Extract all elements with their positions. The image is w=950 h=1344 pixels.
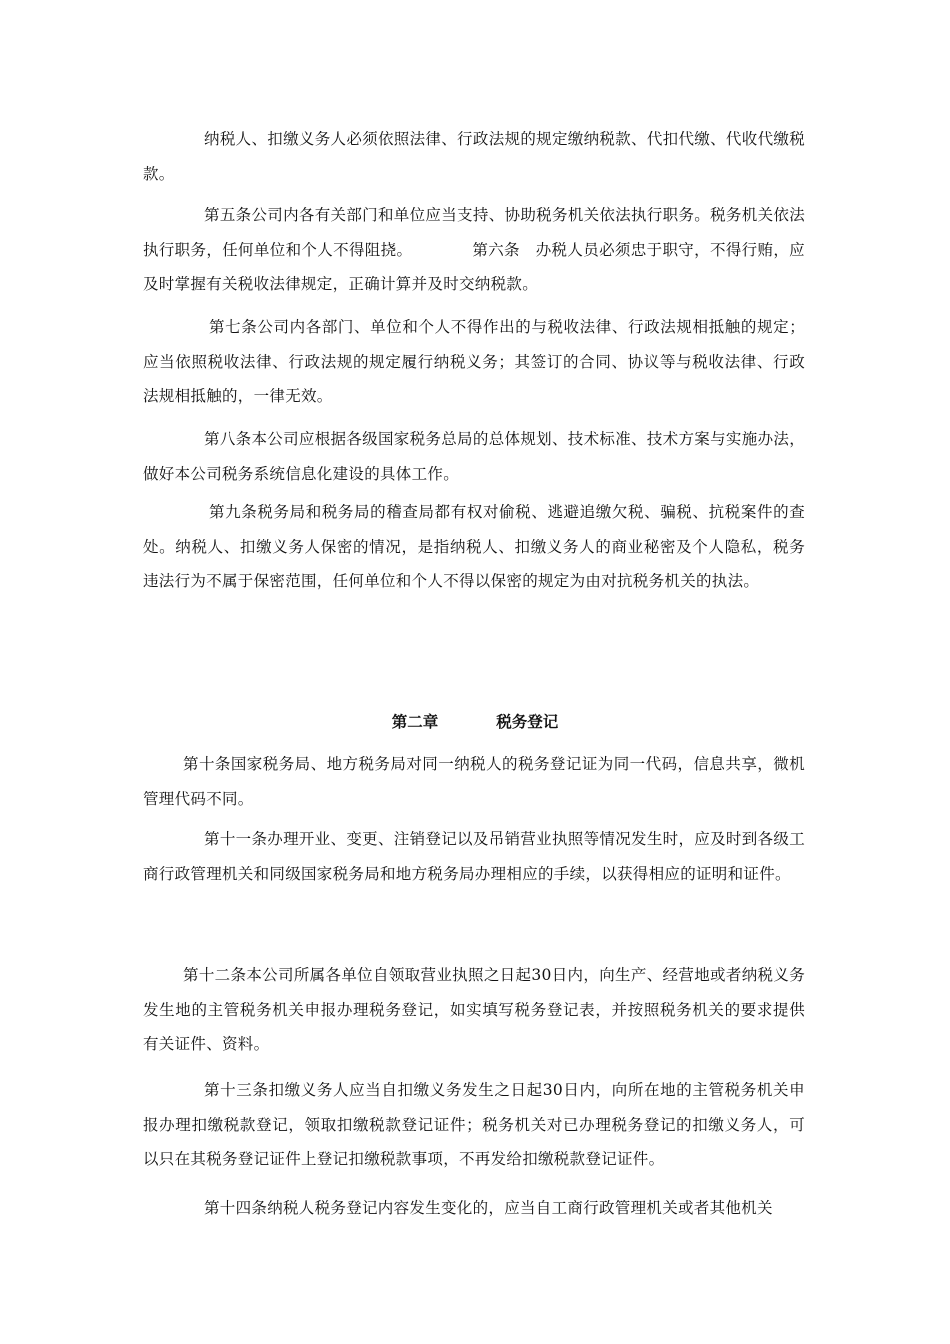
chapter-number: 第二章: [391, 712, 439, 731]
article-6-text: 第六条 办税人员必须忠于职守，不得行贿，应及时掌握有关税收法律规定，正确计算并及时交纳税款。: [143, 240, 805, 293]
paragraph-text: 第十一条办理开业、变更、注销登记以及吊销营业执照等情况发生时，应及时到各级工商行政管理机关和同级国家税务局和地方税务局办理相应的手续，以获得相应的证明和证件。: [143, 830, 805, 883]
paragraph-article-13: [143, 1073, 805, 1177]
paragraph-text: 第八条本公司应根据各级国家税务总局的总体规划、技术标准、技术方案与实施办法，做好本公司税务系统信息化建设的具体工作。: [143, 430, 805, 483]
paragraph-article-7: [143, 310, 805, 414]
paragraph-text: 第十三条扣缴义务人应当自扣缴义务发生之日起30日内，向所在地的主管税务机关申报办理扣缴税款登记，领取扣缴税款登记证件；税务机关对已办理税务登记的扣缴义务人，可以只在其税务登记证件上登记扣缴税款事项，不再发给扣缴税款登记证件。: [143, 1081, 805, 1168]
paragraph-tax-obligation: [143, 122, 805, 191]
paragraph-article-9: [143, 495, 805, 599]
paragraph-text: 第十二条本公司所属各单位自领取营业执照之日起30日内，向生产、经营地或者纳税义务发生地的主管税务机关申报办理税务登记，如实填写税务登记表，并按照税务机关的要求提供有关证件、资料。: [143, 966, 805, 1053]
chapter-title: 税务登记: [496, 712, 559, 731]
paragraph-text: 第十条国家税务局、地方税务局对同一纳税人的税务登记证为同一代码，信息共享，微机管理代码不同。: [143, 755, 805, 808]
article-5-text: 第五条公司内各有关部门和单位应当支持、协助税务机关依法执行职务。税务机关依法执行职务，任何单位和个人不得阻挠。: [143, 206, 805, 259]
paragraph-text: 纳税人、扣缴义务人必须依照法律、行政法规的规定缴纳税款、代扣代缴、代收代缴税款。: [143, 130, 805, 183]
paragraph-article-5-6: [143, 198, 805, 302]
chapter-heading: [0, 705, 950, 739]
paragraph-text: 第十四条纳税人税务登记内容发生变化的，应当自工商行政管理机关或者其他机关: [204, 1199, 773, 1217]
paragraph-article-14: [143, 1191, 805, 1226]
paragraph-article-10: [143, 747, 805, 816]
paragraph-article-12: [143, 958, 805, 1062]
paragraph-text: 第七条公司内各部门、单位和个人不得作出的与税收法律、行政法规相抵触的规定；应当依照税收法律、行政法规的规定履行纳税义务；其签订的合同、协议等与税收法律、行政法规相抵触的，一律无效。: [143, 318, 805, 405]
paragraph-text: 第九条税务局和税务局的稽查局都有权对偷税、逃避追缴欠税、骗税、抗税案件的查处。纳税人、扣缴义务人保密的情况，是指纳税人、扣缴义务人的商业秘密及个人隐私，税务违法行为不属于保密范围，任何单位和个人不得以保密的规定为由对抗税务机关的执法。: [143, 503, 805, 590]
paragraph-article-8: [143, 422, 805, 491]
paragraph-article-11: [143, 822, 805, 891]
